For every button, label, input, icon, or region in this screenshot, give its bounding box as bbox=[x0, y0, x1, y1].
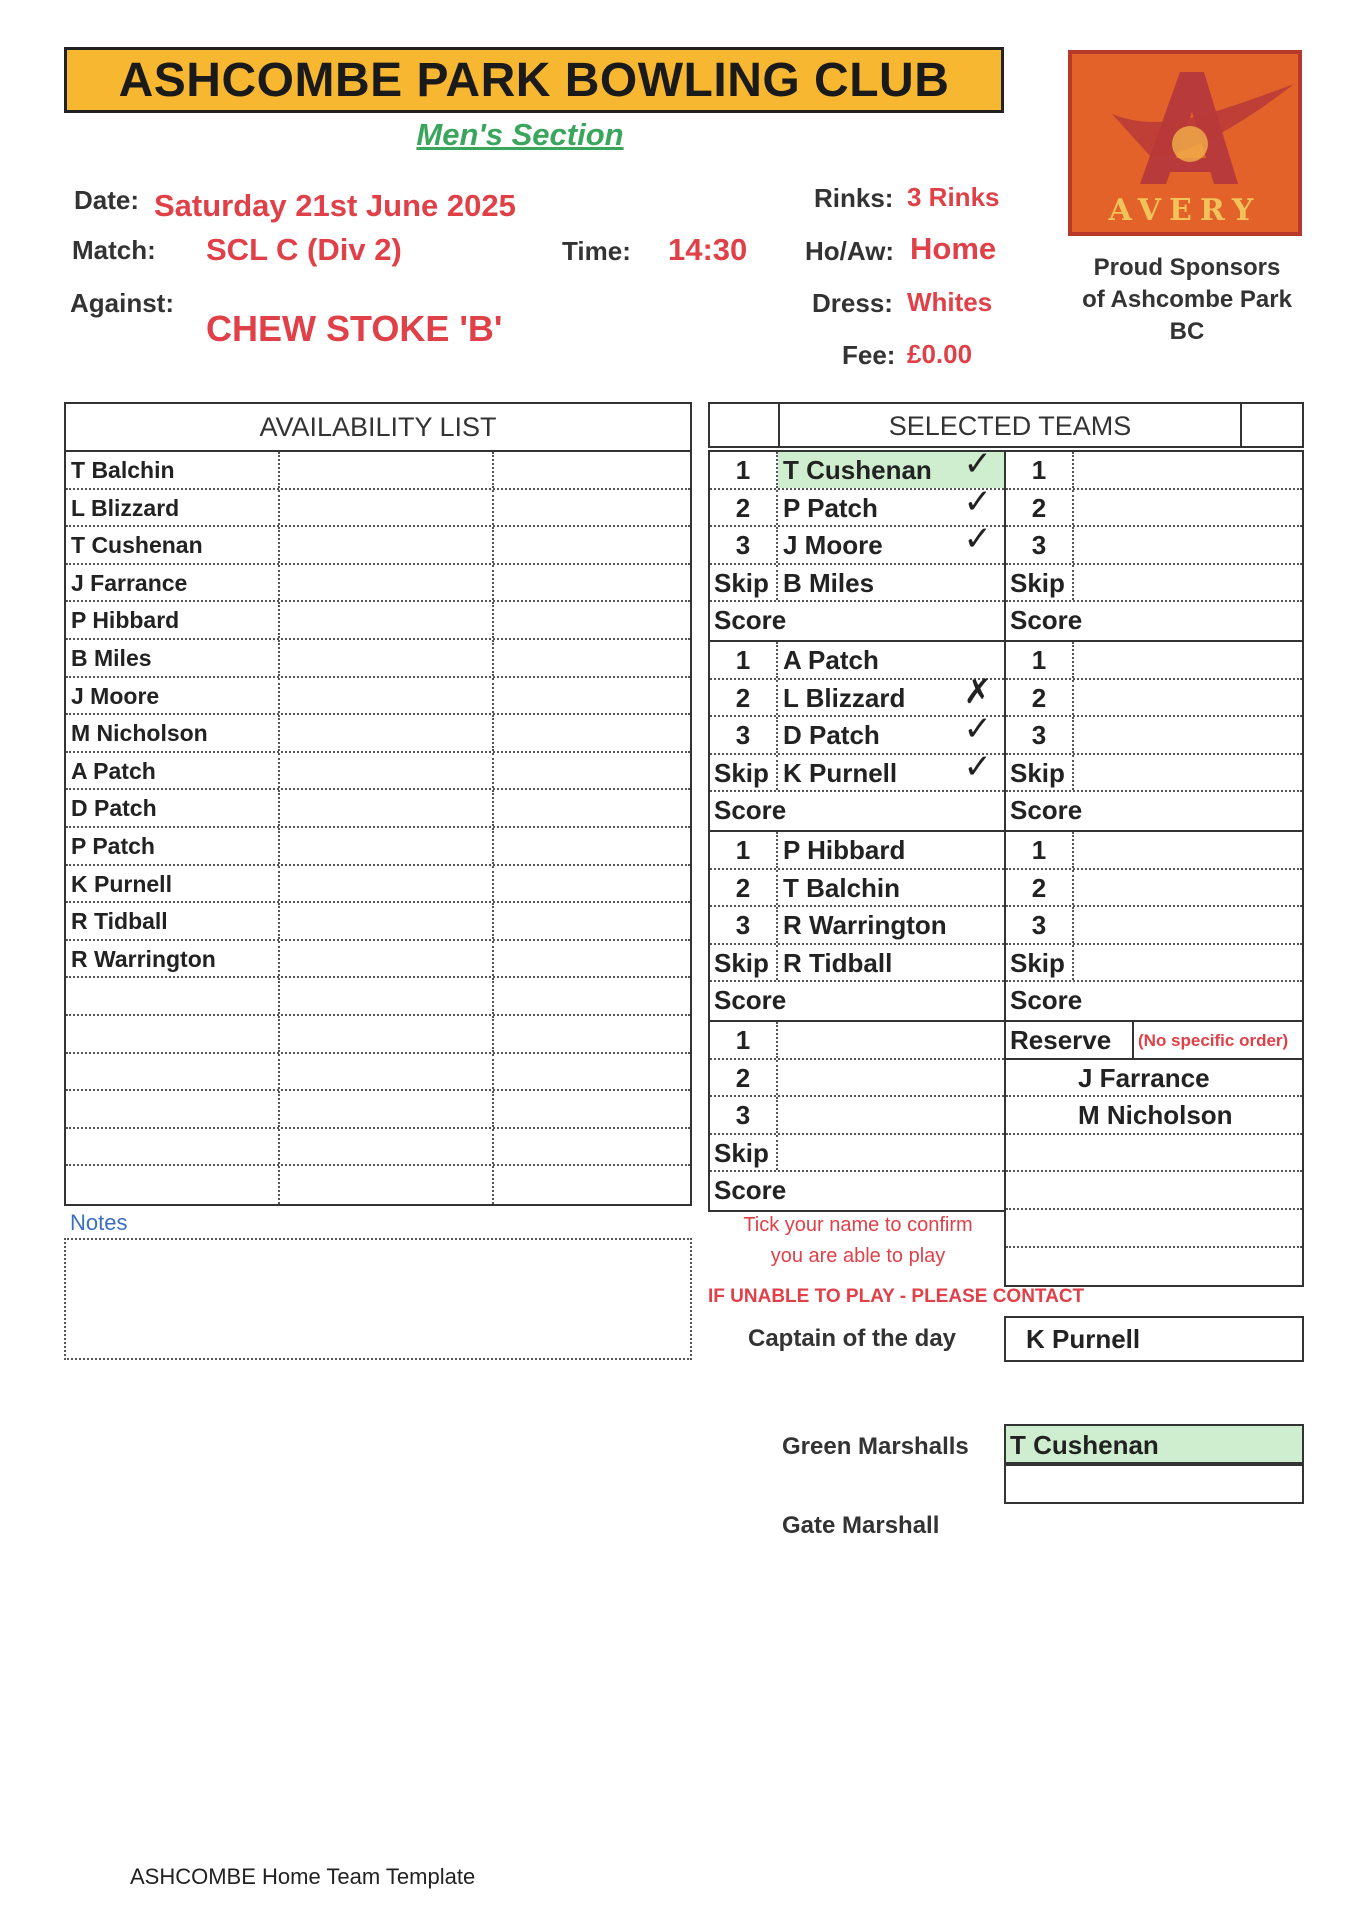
availability-cell[interactable] bbox=[280, 1054, 494, 1090]
selected-teams-heading: SELECTED TEAMS bbox=[778, 404, 1242, 446]
availability-row bbox=[66, 1091, 690, 1129]
position-label: 1 bbox=[710, 1022, 778, 1058]
availability-cell[interactable] bbox=[494, 941, 690, 977]
avery-logo bbox=[1068, 50, 1302, 236]
availability-cell[interactable] bbox=[494, 790, 690, 826]
opponent-player-row bbox=[1006, 680, 1302, 718]
opponent-player-row bbox=[1006, 565, 1302, 603]
availability-name: A Patch bbox=[66, 753, 280, 789]
availability-list bbox=[64, 402, 692, 1206]
opponent-name-cell[interactable] bbox=[1074, 642, 1302, 678]
hoaw-label: Ho/Aw: bbox=[805, 236, 895, 266]
player-name bbox=[778, 1135, 1004, 1171]
position-label: 2 bbox=[1006, 680, 1074, 716]
availability-cell[interactable] bbox=[280, 678, 494, 714]
rink-1 bbox=[708, 444, 1006, 642]
fee-label: Fee: bbox=[842, 340, 896, 370]
sponsor-line-1: Proud Sponsors bbox=[1093, 254, 1281, 281]
opponent-name-cell[interactable] bbox=[1074, 832, 1302, 868]
rink-player-row bbox=[710, 671, 1004, 718]
position-label: Skip bbox=[710, 565, 778, 601]
gate-marshall-label: Gate Marshall bbox=[782, 1512, 940, 1539]
against-value: CHEW STOKE 'B' bbox=[206, 308, 503, 349]
notes-label: Notes bbox=[70, 1210, 128, 1235]
availability-row bbox=[66, 978, 690, 1016]
availability-heading: AVAILABILITY LIST bbox=[66, 404, 690, 452]
player-name bbox=[778, 945, 1004, 981]
availability-row bbox=[66, 527, 690, 565]
reserve-row bbox=[1006, 1210, 1302, 1248]
score-label: Score bbox=[714, 985, 787, 1016]
availability-cell[interactable] bbox=[494, 1054, 690, 1090]
availability-row bbox=[66, 1166, 690, 1204]
availability-name: R Tidball bbox=[66, 903, 280, 939]
date-value: Saturday 21st June 2025 bbox=[154, 188, 516, 223]
handwritten-tick-mark: ✓ bbox=[963, 481, 992, 522]
availability-row bbox=[66, 1016, 690, 1054]
availability-cell[interactable] bbox=[494, 490, 690, 526]
availability-row bbox=[66, 1129, 690, 1167]
opponent-name-cell[interactable] bbox=[1074, 717, 1302, 753]
availability-cell[interactable] bbox=[494, 1166, 690, 1204]
avery-logo-icon bbox=[1072, 54, 1298, 232]
rink-player-row bbox=[710, 1022, 1004, 1060]
position-label: 2 bbox=[1006, 870, 1074, 906]
player-name-text: P Hibbard bbox=[783, 835, 906, 865]
player-name-text: B Miles bbox=[783, 567, 875, 598]
player-name bbox=[778, 746, 1004, 791]
hoaw-value: Home bbox=[910, 231, 997, 266]
opponent-name-cell[interactable] bbox=[1074, 755, 1302, 791]
position-label: 1 bbox=[710, 832, 778, 868]
availability-name: J Moore bbox=[66, 678, 280, 714]
rinks-value: 3 Rinks bbox=[907, 182, 1000, 212]
availability-name: D Patch bbox=[66, 790, 280, 826]
selected-teams-header bbox=[708, 402, 1304, 448]
opponent-player-row bbox=[1006, 452, 1302, 490]
availability-cell[interactable] bbox=[280, 640, 494, 676]
availability-name bbox=[66, 1054, 280, 1090]
availability-name: P Patch bbox=[66, 828, 280, 864]
reserve-row: M Nicholson bbox=[1006, 1097, 1302, 1135]
opponent-name-cell[interactable] bbox=[1074, 680, 1302, 716]
score-label: Score bbox=[1010, 985, 1083, 1016]
green-marshall-value-2 bbox=[1004, 1464, 1304, 1504]
match-label: Match: bbox=[72, 235, 156, 265]
player-name bbox=[778, 907, 1004, 943]
availability-cell[interactable] bbox=[494, 978, 690, 1014]
rink-player-row bbox=[710, 444, 1004, 490]
score-label: Score bbox=[714, 795, 787, 826]
availability-cell[interactable] bbox=[494, 1016, 690, 1052]
availability-cell[interactable] bbox=[494, 715, 690, 751]
availability-name: R Warrington bbox=[66, 941, 280, 977]
rink-player-row bbox=[710, 642, 1004, 680]
selected-teams bbox=[708, 402, 1304, 1280]
player-name-text: R Tidball bbox=[783, 947, 893, 978]
player-name-text: K Purnell bbox=[783, 757, 898, 788]
player-name bbox=[778, 1022, 1004, 1058]
rink-player-row bbox=[710, 870, 1004, 908]
rink-player-row bbox=[710, 1060, 1004, 1098]
availability-row bbox=[66, 941, 690, 979]
player-name-text: J Moore bbox=[783, 530, 883, 561]
score-label: Score bbox=[1010, 795, 1083, 826]
position-label: 2 bbox=[710, 1060, 778, 1096]
player-name bbox=[778, 1060, 1004, 1096]
opponent-name-cell[interactable] bbox=[1074, 565, 1302, 601]
reserve-row bbox=[1006, 1248, 1302, 1286]
handwritten-tick-mark: ✓ bbox=[963, 444, 992, 484]
availability-row bbox=[66, 715, 690, 753]
availability-cell[interactable] bbox=[280, 715, 494, 751]
player-name-text: A Patch bbox=[783, 645, 879, 675]
position-label: 1 bbox=[1006, 452, 1074, 488]
reserve-header bbox=[1006, 1022, 1302, 1060]
availability-name: P Hibbard bbox=[66, 602, 280, 638]
availability-cell[interactable] bbox=[494, 828, 690, 864]
position-label: 2 bbox=[710, 490, 778, 526]
fee-value: £0.00 bbox=[907, 339, 973, 369]
contact-note: IF UNABLE TO PLAY - PLEASE CONTACT bbox=[708, 1286, 1085, 1307]
green-marshalls-label: Green Marshalls bbox=[782, 1433, 969, 1460]
position-label: 2 bbox=[710, 870, 778, 906]
rinks-label: Rinks: bbox=[814, 183, 894, 213]
player-name bbox=[778, 519, 1004, 563]
handwritten-cross-mark: ✗ bbox=[963, 671, 992, 712]
score-row bbox=[1006, 982, 1302, 1020]
availability-cell[interactable] bbox=[280, 1091, 494, 1127]
rink-player-row bbox=[710, 945, 1004, 983]
availability-cell[interactable] bbox=[494, 1129, 690, 1165]
reserve-row: J Farrance bbox=[1006, 1060, 1302, 1098]
availability-name: B Miles bbox=[66, 640, 280, 676]
player-name-text: T Balchin bbox=[783, 872, 901, 903]
reserve-row bbox=[1006, 1135, 1302, 1173]
logo-text: AVERY bbox=[1108, 193, 1262, 228]
player-name-text: T Cushenan bbox=[783, 455, 932, 485]
opponent-player-row bbox=[1006, 490, 1302, 528]
availability-row bbox=[66, 828, 690, 866]
handwritten-tick-mark: ✓ bbox=[963, 519, 992, 560]
availability-name: K Purnell bbox=[66, 866, 280, 902]
availability-cell[interactable] bbox=[280, 490, 494, 526]
position-label: 3 bbox=[1006, 527, 1074, 563]
green-marshall-value: T Cushenan bbox=[1004, 1424, 1304, 1464]
rink-player-row bbox=[710, 1097, 1004, 1135]
rink-player-row bbox=[710, 709, 1004, 755]
availability-row bbox=[66, 565, 690, 603]
opponent-name-cell[interactable] bbox=[1074, 490, 1302, 526]
availability-row bbox=[66, 678, 690, 716]
availability-cell[interactable] bbox=[280, 941, 494, 977]
against-label: Against: bbox=[70, 288, 174, 318]
availability-name: T Cushenan bbox=[66, 527, 280, 563]
opponent-player-row bbox=[1006, 945, 1302, 983]
availability-cell[interactable] bbox=[494, 527, 690, 563]
match-value: SCL C (Div 2) bbox=[206, 232, 402, 267]
player-name-text: L Blizzard bbox=[783, 682, 906, 713]
availability-cell[interactable] bbox=[280, 602, 494, 638]
score-row bbox=[710, 792, 1004, 830]
position-label: 3 bbox=[710, 907, 778, 943]
position-label: Skip bbox=[1006, 755, 1074, 791]
opponent-player-row bbox=[1006, 642, 1302, 680]
availability-cell[interactable] bbox=[280, 565, 494, 601]
availability-cell[interactable] bbox=[494, 452, 690, 488]
opponent-rink-2 bbox=[1004, 640, 1304, 832]
position-label: Skip bbox=[710, 1135, 778, 1171]
opponent-name-cell[interactable] bbox=[1074, 945, 1302, 981]
availability-row bbox=[66, 640, 690, 678]
position-label: 2 bbox=[1006, 490, 1074, 526]
availability-row bbox=[66, 753, 690, 791]
availability-row bbox=[66, 790, 690, 828]
score-label: Score bbox=[714, 1175, 787, 1206]
rink-player-row bbox=[710, 565, 1004, 603]
availability-name: M Nicholson bbox=[66, 715, 280, 751]
availability-name bbox=[66, 1129, 280, 1165]
availability-name: L Blizzard bbox=[66, 490, 280, 526]
availability-cell[interactable] bbox=[494, 602, 690, 638]
position-label: 3 bbox=[710, 1097, 778, 1133]
score-row bbox=[1006, 602, 1302, 640]
position-label: 1 bbox=[710, 452, 778, 488]
rink-4 bbox=[708, 1020, 1006, 1212]
captain-value: K Purnell bbox=[1004, 1316, 1304, 1362]
availability-name bbox=[66, 1166, 280, 1204]
opponent-player-row bbox=[1006, 832, 1302, 870]
score-row bbox=[1006, 792, 1302, 830]
position-label: 1 bbox=[710, 642, 778, 678]
sponsor-line-3: BC bbox=[1169, 318, 1205, 345]
player-name bbox=[778, 832, 1004, 868]
sponsor-text bbox=[1062, 252, 1312, 348]
availability-cell[interactable] bbox=[280, 828, 494, 864]
opponent-name-cell[interactable] bbox=[1074, 527, 1302, 563]
player-name-text: R Warrington bbox=[783, 910, 947, 941]
opponent-rink-1 bbox=[1004, 450, 1304, 642]
score-label: Score bbox=[1010, 605, 1083, 636]
availability-cell[interactable] bbox=[280, 1166, 494, 1204]
rink-3 bbox=[708, 830, 1006, 1022]
time-value: 14:30 bbox=[668, 232, 748, 267]
availability-cell[interactable] bbox=[280, 790, 494, 826]
availability-name bbox=[66, 978, 280, 1014]
availability-name: J Farrance bbox=[66, 565, 280, 601]
tick-note-line-1: Tick your name to confirm bbox=[743, 1214, 973, 1236]
dress-value: Whites bbox=[907, 287, 993, 317]
availability-row bbox=[66, 903, 690, 941]
footer-text: ASHCOMBE Home Team Template bbox=[130, 1864, 476, 1889]
rink-player-row bbox=[710, 481, 1004, 528]
reserve-row bbox=[1006, 1172, 1302, 1210]
rink-player-row bbox=[710, 746, 1004, 793]
rink-player-row bbox=[710, 907, 1004, 945]
availability-cell[interactable] bbox=[494, 565, 690, 601]
availability-cell[interactable] bbox=[494, 903, 690, 939]
opponent-player-row bbox=[1006, 755, 1302, 793]
position-label: Skip bbox=[710, 755, 778, 791]
position-label: 3 bbox=[1006, 717, 1074, 753]
opponent-rink-3 bbox=[1004, 830, 1304, 1022]
opponent-player-row bbox=[1006, 907, 1302, 945]
dress-label: Dress: bbox=[812, 288, 893, 318]
score-row bbox=[710, 602, 1004, 640]
availability-row bbox=[66, 866, 690, 904]
reserve-list bbox=[1004, 1020, 1304, 1287]
position-label: 2 bbox=[710, 680, 778, 716]
player-name bbox=[778, 565, 1004, 601]
availability-cell[interactable] bbox=[280, 452, 494, 488]
player-name bbox=[778, 870, 1004, 906]
position-label: 1 bbox=[1006, 642, 1074, 678]
availability-name: T Balchin bbox=[66, 452, 280, 488]
captain-label: Captain of the day bbox=[748, 1325, 957, 1352]
rink-player-row bbox=[710, 1135, 1004, 1173]
score-row bbox=[710, 982, 1004, 1020]
score-label: Score bbox=[714, 605, 787, 636]
availability-cell[interactable] bbox=[494, 640, 690, 676]
position-label: Skip bbox=[1006, 565, 1074, 601]
handwritten-tick-mark: ✓ bbox=[963, 709, 992, 750]
availability-row bbox=[66, 602, 690, 640]
position-label: 3 bbox=[1006, 907, 1074, 943]
date-label: Date: bbox=[74, 185, 140, 215]
availability-cell[interactable] bbox=[280, 753, 494, 789]
notes-box[interactable] bbox=[64, 1238, 692, 1360]
position-label: Skip bbox=[1006, 945, 1074, 981]
availability-cell[interactable] bbox=[280, 866, 494, 902]
rink-player-row bbox=[710, 519, 1004, 565]
availability-cell[interactable] bbox=[494, 678, 690, 714]
availability-name bbox=[66, 1091, 280, 1127]
score-row bbox=[710, 1172, 1004, 1210]
opponent-player-row bbox=[1006, 527, 1302, 565]
opponent-name-cell[interactable] bbox=[1074, 870, 1302, 906]
tick-note-line-2: you are able to play bbox=[770, 1245, 946, 1267]
availability-row bbox=[66, 490, 690, 528]
position-label: Skip bbox=[710, 945, 778, 981]
section-title: Men's Section bbox=[416, 117, 624, 152]
availability-cell[interactable] bbox=[494, 866, 690, 902]
player-name-text: P Patch bbox=[783, 492, 878, 523]
player-name bbox=[778, 1097, 1004, 1133]
club-title: ASHCOMBE PARK BOWLING CLUB bbox=[64, 47, 1004, 113]
availability-cell[interactable] bbox=[280, 978, 494, 1014]
position-label: 1 bbox=[1006, 832, 1074, 868]
handwritten-tick-mark: ✓ bbox=[963, 746, 992, 787]
rink-player-row bbox=[710, 832, 1004, 870]
opponent-name-cell[interactable] bbox=[1074, 452, 1302, 488]
player-name-text: D Patch bbox=[783, 720, 880, 751]
position-label: 3 bbox=[710, 717, 778, 753]
availability-cell[interactable] bbox=[280, 1129, 494, 1165]
availability-cell[interactable] bbox=[494, 753, 690, 789]
reserve-note: (No specific order) bbox=[1138, 1031, 1289, 1050]
reserve-label: Reserve bbox=[1006, 1022, 1134, 1058]
availability-cell[interactable] bbox=[280, 527, 494, 563]
availability-cell[interactable] bbox=[280, 1016, 494, 1052]
opponent-name-cell[interactable] bbox=[1074, 907, 1302, 943]
opponent-player-row bbox=[1006, 717, 1302, 755]
sponsor-line-2: of Ashcombe Park bbox=[1082, 286, 1292, 313]
opponent-player-row bbox=[1006, 870, 1302, 908]
availability-cell[interactable] bbox=[494, 1091, 690, 1127]
time-label: Time: bbox=[562, 236, 631, 266]
tick-note bbox=[710, 1210, 1006, 1272]
availability-row bbox=[66, 452, 690, 490]
position-label: 3 bbox=[710, 527, 778, 563]
availability-row bbox=[66, 1054, 690, 1092]
rink-2 bbox=[708, 640, 1006, 832]
availability-cell[interactable] bbox=[280, 903, 494, 939]
availability-name bbox=[66, 1016, 280, 1052]
